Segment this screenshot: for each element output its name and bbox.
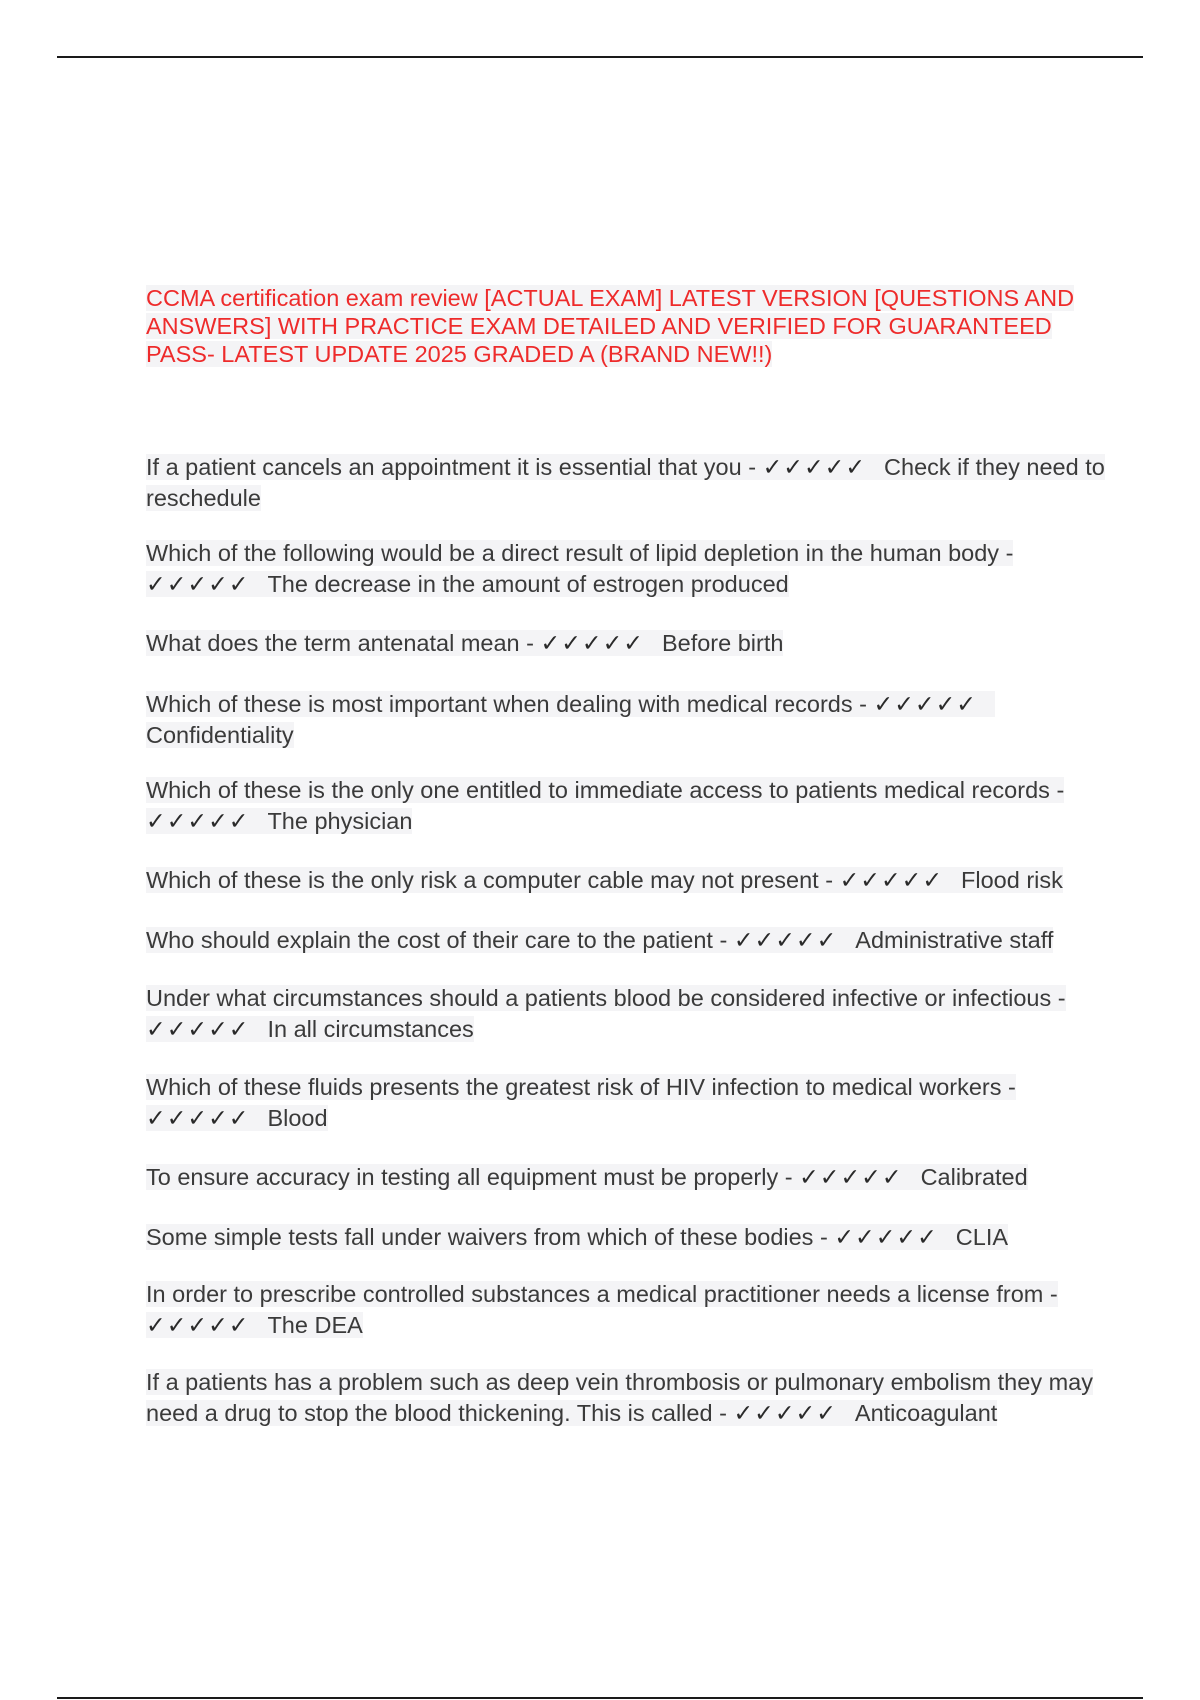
check-marks-icon: ✓✓✓✓✓ bbox=[733, 927, 838, 953]
answer-text: Confidentiality bbox=[146, 722, 294, 748]
question-text: Which of these fluids presents the greatest risk of HIV infection to medical workers bbox=[146, 1074, 1002, 1100]
qa-item-2 bbox=[146, 538, 1106, 600]
qa-item-5 bbox=[146, 775, 1106, 837]
check-marks-icon: ✓✓✓✓✓ bbox=[873, 691, 977, 717]
check-marks-icon: ✓✓✓✓✓ bbox=[762, 454, 867, 480]
qa-item-10 bbox=[146, 1162, 1106, 1193]
check-marks-icon: ✓✓✓✓✓ bbox=[146, 808, 250, 834]
question-text: Which of these is the only one entitled to immediate access to patients medical records bbox=[146, 777, 1050, 803]
check-marks-icon: ✓✓✓✓✓ bbox=[540, 630, 644, 656]
check-marks-icon: ✓✓✓✓✓ bbox=[146, 571, 250, 597]
qa-item-8 bbox=[146, 983, 1106, 1045]
question-text: In order to prescribe controlled substances a medical practitioner needs a license from bbox=[146, 1281, 1044, 1307]
answer-text: The DEA bbox=[267, 1312, 363, 1338]
document-title-text: CCMA certification exam review [ACTUAL EXAM] LATEST VERSION [QUESTIONS AND ANSWERS] WITH PRACTICE EXAM DETAILED AND VERIFIED FOR GUARANTEED PASS- LATEST UPDATE 2025 GRADED A (BRAND NEW!!) bbox=[146, 285, 1075, 367]
check-marks-icon: ✓✓✓✓✓ bbox=[834, 1224, 938, 1250]
separator: - bbox=[719, 927, 728, 953]
check-marks-icon: ✓✓✓✓✓ bbox=[146, 1312, 250, 1338]
question-text: Some simple tests fall under waivers from which of these bodies bbox=[146, 1224, 814, 1250]
answer-text: The physician bbox=[267, 808, 413, 834]
answer-text: Blood bbox=[267, 1105, 328, 1131]
separator: - bbox=[1057, 985, 1066, 1011]
check-marks-icon: ✓✓✓✓✓ bbox=[733, 1400, 837, 1426]
answer-text: In all circumstances bbox=[267, 1016, 474, 1042]
document-title bbox=[146, 284, 1086, 368]
check-marks-icon: ✓✓✓✓✓ bbox=[839, 867, 944, 893]
question-text: To ensure accuracy in testing all equipment must be properly bbox=[146, 1164, 779, 1190]
question-text: Who should explain the cost of their care to the patient bbox=[146, 927, 713, 953]
separator: - bbox=[1005, 540, 1014, 566]
qa-item-3 bbox=[146, 628, 1106, 659]
separator: - bbox=[748, 454, 757, 480]
separator: - bbox=[859, 691, 867, 717]
answer-text: CLIA bbox=[955, 1224, 1009, 1250]
separator: - bbox=[719, 1400, 727, 1426]
separator: - bbox=[819, 1224, 828, 1250]
qa-item-9 bbox=[146, 1072, 1106, 1134]
question-text: Under what circumstances should a patients blood be considered infective or infectious bbox=[146, 985, 1052, 1011]
question-text: If a patient cancels an appointment it is essential that you bbox=[146, 454, 742, 480]
bottom-rule bbox=[57, 1697, 1143, 1699]
question-text: Which of these is the only risk a computer cable may not present bbox=[146, 867, 819, 893]
separator: - bbox=[526, 630, 534, 656]
answer-text: Check if they need to reschedule bbox=[146, 454, 1105, 511]
check-marks-icon: ✓✓✓✓✓ bbox=[146, 1016, 250, 1042]
qa-item-1 bbox=[146, 452, 1106, 514]
check-marks-icon: ✓✓✓✓✓ bbox=[146, 1105, 250, 1131]
question-text: If a patients has a problem such as deep vein thrombosis or pulmonary embolism they may need a drug to stop the blood thickening. This is called bbox=[146, 1369, 1093, 1426]
question-text: What does the term antenatal mean bbox=[146, 630, 520, 656]
answer-text: Calibrated bbox=[920, 1164, 1028, 1190]
check-marks-icon: ✓✓✓✓✓ bbox=[799, 1164, 903, 1190]
separator: - bbox=[1049, 1281, 1058, 1307]
qa-item-4 bbox=[146, 689, 1106, 751]
separator: - bbox=[1056, 777, 1065, 803]
answer-text: Flood risk bbox=[961, 867, 1063, 893]
separator: - bbox=[1008, 1074, 1016, 1100]
qa-item-6 bbox=[146, 865, 1106, 896]
separator: - bbox=[784, 1164, 793, 1190]
answer-text: Administrative staff bbox=[855, 927, 1054, 953]
question-text: Which of the following would be a direct result of lipid depletion in the human body bbox=[146, 540, 1000, 566]
question-text: Which of these is most important when dealing with medical records bbox=[146, 691, 853, 717]
top-rule bbox=[57, 56, 1143, 58]
qa-item-11 bbox=[146, 1222, 1106, 1253]
qa-item-7 bbox=[146, 925, 1106, 956]
qa-item-13 bbox=[146, 1367, 1106, 1429]
answer-text: The decrease in the amount of estrogen produced bbox=[267, 571, 789, 597]
qa-item-12 bbox=[146, 1279, 1106, 1341]
answer-text: Anticoagulant bbox=[854, 1400, 998, 1426]
answer-text: Before birth bbox=[661, 630, 784, 656]
separator: - bbox=[825, 867, 834, 893]
